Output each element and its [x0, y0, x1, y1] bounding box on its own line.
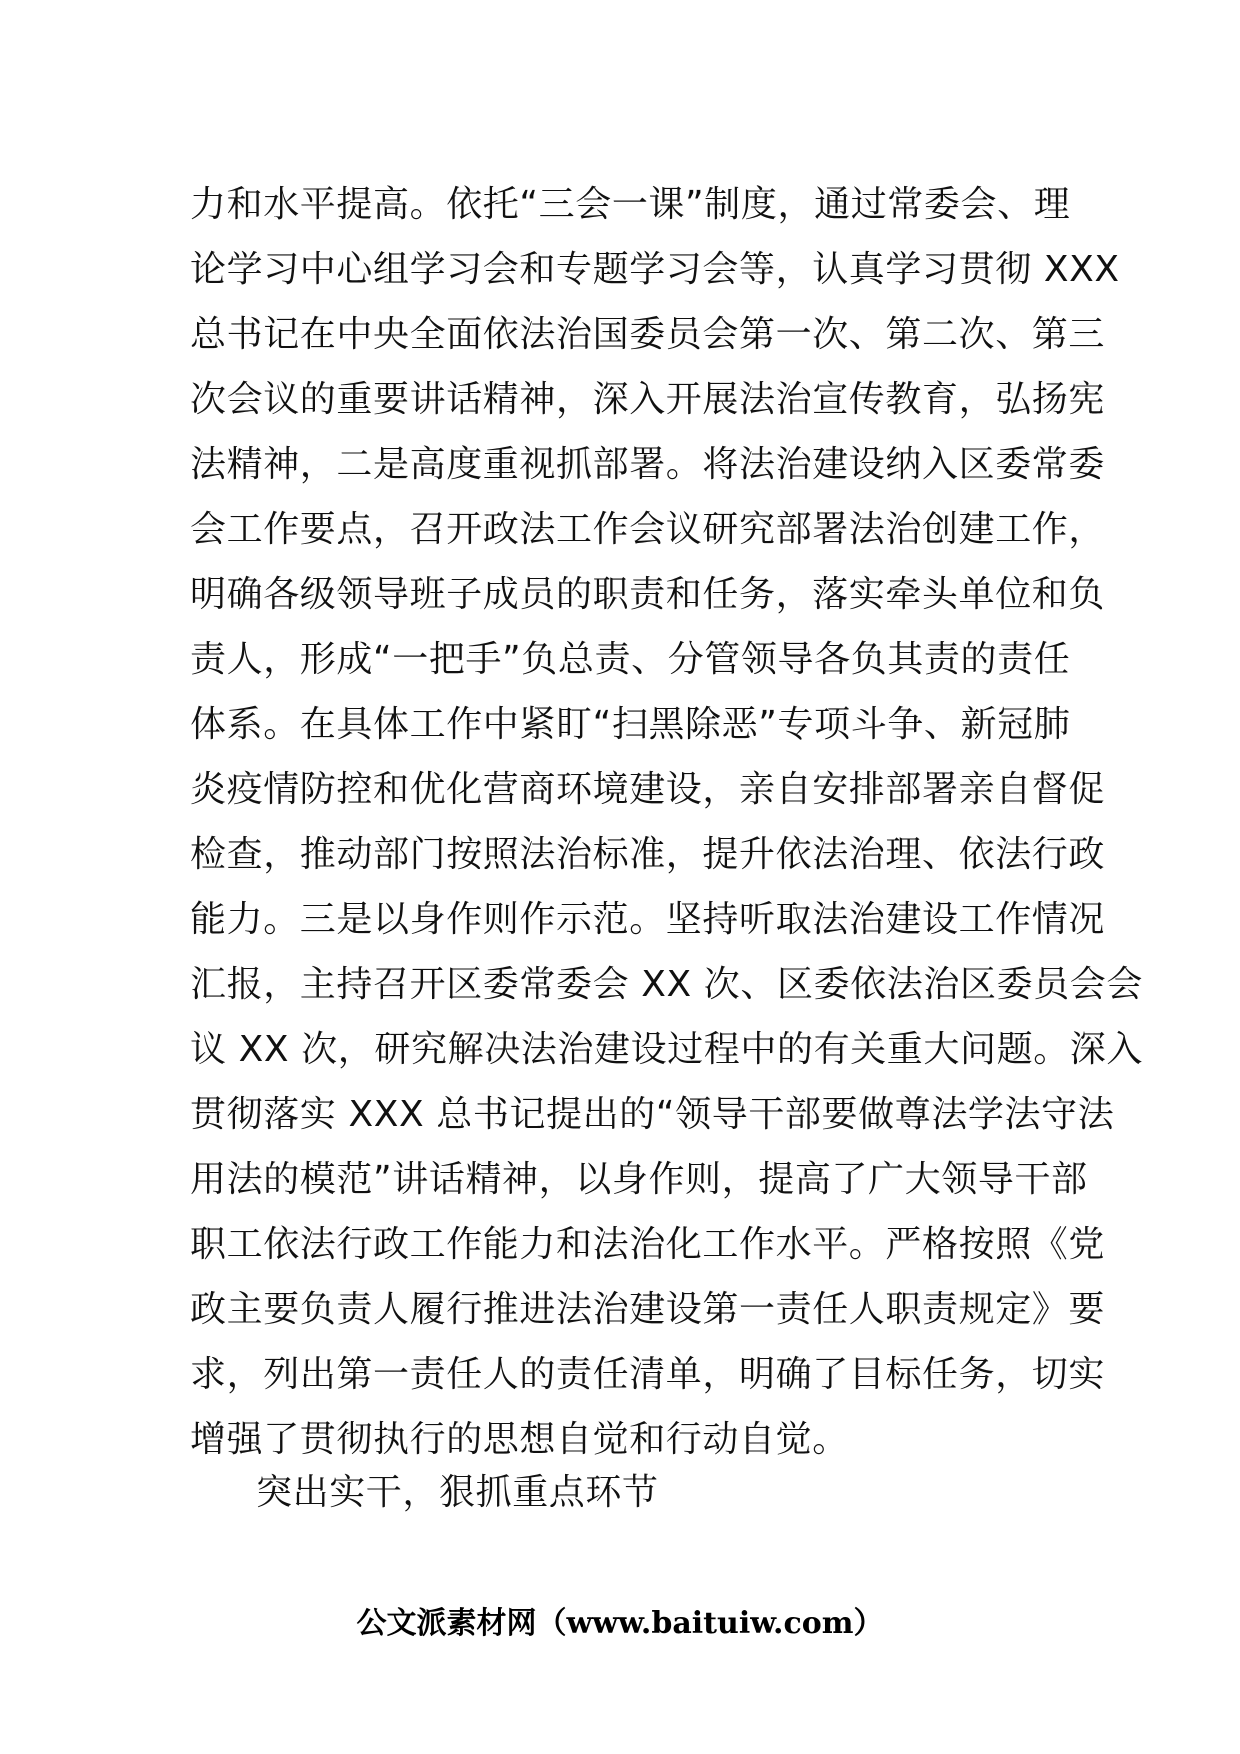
body-line: 贯彻落实 XXX 总书记提出的“领导干部要做尊法学法守法: [190, 1094, 1115, 1135]
body-line: 法精神，二是高度重视抓部署。将法治建设纳入区委常委: [190, 444, 1106, 485]
body-line: 炎疫情防控和优化营商环境建设，亲自安排部署亲自督促: [190, 769, 1106, 810]
body-line: 汇报，主持召开区委常委会 XX 次、区委依法治区委员会会: [190, 964, 1144, 1005]
section-heading: 突出实干，狠抓重点环节: [256, 1472, 659, 1513]
body-line: 能力。三是以身作则作示范。坚持听取法治建设工作情况: [190, 899, 1106, 940]
body-line: 次会议的重要讲话精神，深入开展法治宣传教育，弘扬宪: [190, 379, 1106, 420]
body-paragraph: [190, 172, 1144, 1472]
body-line: 检查，推动部门按照法治标准，提升依法治理、依法行政: [190, 834, 1106, 875]
body-line: 责人，形成“一把手”负总责、分管领导各负其责的责任: [190, 639, 1071, 680]
body-line: 论学习中心组学习会和专题学习会等，认真学习贯彻 XXX: [190, 249, 1120, 290]
body-line: 职工依法行政工作能力和法治化工作水平。严格按照《党: [190, 1224, 1106, 1265]
body-line: 政主要负责人履行推进法治建设第一责任人职责规定》要: [190, 1289, 1106, 1330]
body-line: 议 XX 次，研究解决法治建设过程中的有关重大问题。深入: [190, 1029, 1144, 1070]
footer-watermark: 公文派素材网（www.baituiw.com）: [356, 1606, 884, 1641]
body-line: 增强了贯彻执行的思想自觉和行动自觉。: [190, 1419, 849, 1460]
body-line: 会工作要点，召开政法工作会议研究部署法治创建工作，: [190, 509, 1106, 550]
body-line: 总书记在中央全面依法治国委员会第一次、第二次、第三: [190, 314, 1106, 355]
body-line: 用法的模范”讲话精神，以身作则，提高了广大领导干部: [190, 1159, 1088, 1200]
body-line: 体系。在具体工作中紧盯“扫黑除恶”专项斗争、新冠肺: [190, 704, 1071, 745]
body-line: 力和水平提高。依托“三会一课”制度，通过常委会、理: [190, 184, 1071, 225]
body-line: 求，列出第一责任人的责任清单，明确了目标任务，切实: [190, 1354, 1106, 1395]
body-line: 明确各级领导班子成员的职责和任务，落实牵头单位和负: [190, 574, 1106, 615]
